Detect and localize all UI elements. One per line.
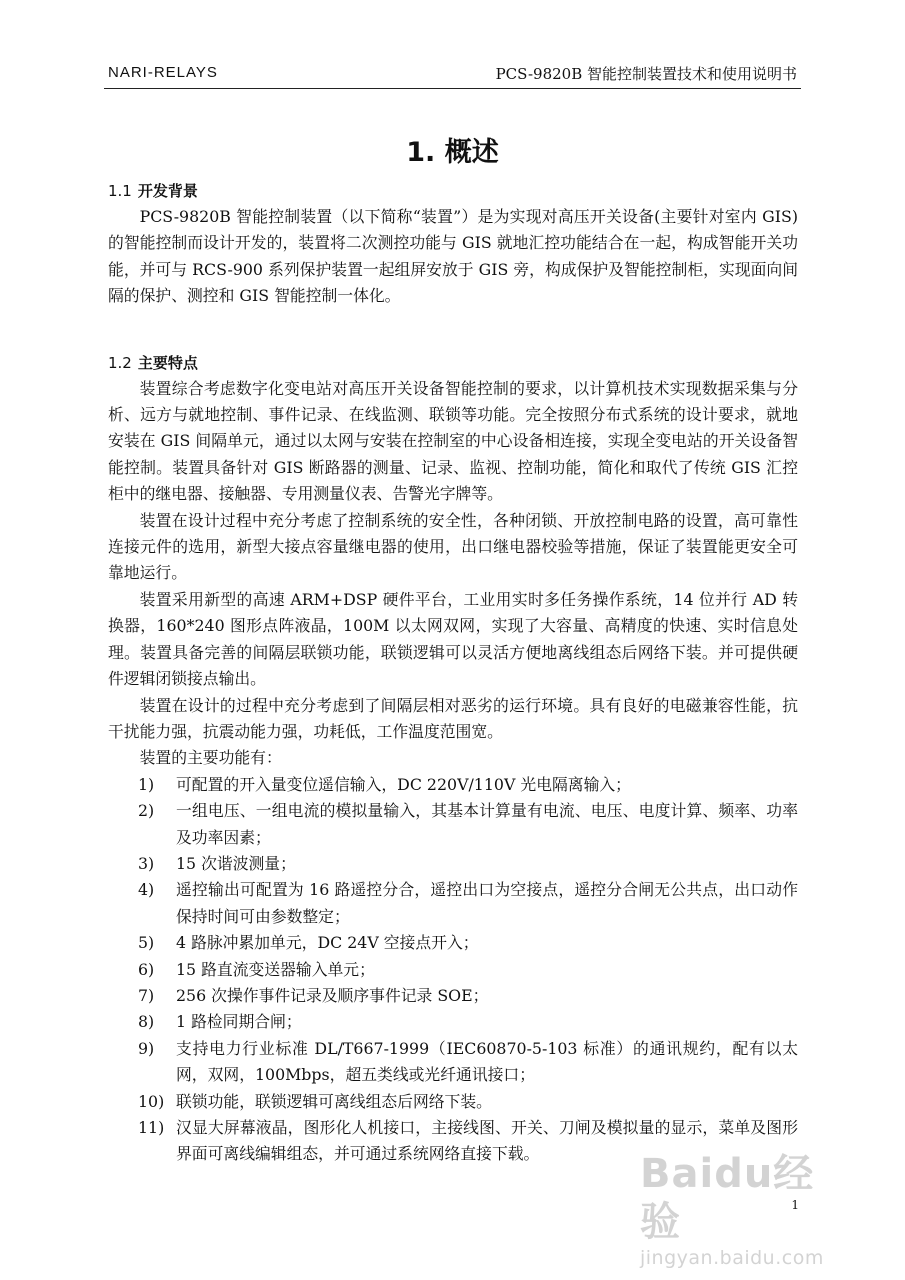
header-divider [104,88,801,89]
list-number: 10) [138,1091,165,1111]
list-item [108,1089,798,1115]
list-text: 15 路直流变送器输入单元； [176,959,375,979]
list-item [108,930,798,956]
list-item [108,1036,798,1089]
baidu-jingyan-watermark [640,1150,840,1270]
section-title: 主要特点 [137,353,198,372]
document-body [108,178,798,1168]
list-text: 一组电压、一组电流的模拟量输入，其基本计算量有电流、电压、电度计算、频率、功率及功率因素； [176,801,798,847]
list-text: 可配置的开入量变位遥信输入，DC 220V/110V 光电隔离输入； [176,774,631,794]
list-number: 7) [138,985,155,1005]
list-item [108,772,798,798]
list-text: 联锁功能，联锁逻辑可离线组态后网络下装。 [176,1091,492,1111]
list-item [108,877,798,930]
paragraph: 装置在设计过程中充分考虑了控制系统的安全性，各种闭锁、开放控制电路的设置，高可靠性连接元件的选用，新型大接点容量继电器的使用，出口继电器校验等措施，保证了装置能更安全可靠地运行。 [108,510,798,583]
list-number: 1) [138,774,155,794]
page-title: 1. 概述 [406,137,499,168]
list-number: 3) [138,853,155,873]
section-number: 1.2 [108,353,132,372]
list-text: 1 路检同期合闸； [176,1012,302,1032]
list-item [108,851,798,877]
list-text: 15 次谐波测量； [176,853,296,873]
list-item [108,1009,798,1035]
list-number: 9) [138,1038,155,1058]
list-intro: 装置的主要功能有： [139,748,282,768]
list-text: 支持电力行业标准 DL/T667-1999（IEC60870-5-103 标准）的通讯规约，配有以太网，双网，100Mbps，超五类线或光纤通讯接口； [176,1038,798,1085]
header-right-doc-title: PCS-9820B 智能控制装置技术和使用说明书 [495,65,797,83]
list-text: 256 次操作事件记录及顺序事件记录 SOE； [176,985,489,1005]
paragraph: 装置综合考虑数字化变电站对高压开关设备智能控制的要求，以计算机技术实现数据采集与分析、远方与就地控制、事件记录、在线监测、联锁等功能。完全按照分布式系统的设计要求，就地安装在 GIS 间隔单元，通过以太网与安装在控制室的中心设备相连接，实现全变电站的开关设备智能控制。装置具备针对 GIS 断路器的测量、记录、监视、控制功能，简化和取代了传统 GIS 汇控柜中的继电器、接触器、专用测量仪表、告警光字牌等。 [108,378,798,504]
section-number: 1.1 [108,182,132,200]
list-text: 遥控输出可配置为 16 路遥控分合，遥控出口为空接点，遥控分合闸无公共点，出口动作保持时间可由参数整定； [176,880,798,926]
list-number: 5) [138,933,155,953]
section-1-1-heading [108,178,798,204]
list-number: 8) [138,1012,155,1032]
paragraph: 装置在设计的过程中充分考虑到了间隔层相对恶劣的运行环境。具有良好的电磁兼容性能，抗干扰能力强，抗震动能力强，功耗低，工作温度范围宽。 [108,695,798,741]
paragraph: PCS-9820B 智能控制装置（以下简称“装置”）是为实现对高压开关设备(主要针对室内 GIS)的智能控制而设计开发的，装置将二次测控功能与 GIS 就地汇控功能结合在一起，构成智能开关功能，并可与 RCS-900 系列保护装置一起组屏安放于 GIS 旁，构成保护及智能控制柜，实现面向间隔的保护、测控和 GIS 智能控制一体化。 [108,207,798,306]
list-item [108,983,798,1009]
section-1-2-heading [108,350,798,376]
paragraph: 装置采用新型的高速 ARM+DSP 硬件平台，工业用实时多任务操作系统，14 位并行 AD 转换器，160*240 图形点阵液晶，100M 以太网双网，实现了大容量、高精度的快速、实时信息处理。装置具备完善的间隔层联锁功能，联锁逻辑可以灵活方便地离线组态后网络下装。并可提供硬件逻辑闭锁接点输出。 [108,589,798,689]
list-number: 4) [138,880,155,900]
list-number: 6) [138,959,155,979]
list-number: 2) [138,801,155,821]
list-item [108,798,798,851]
list-item [108,957,798,983]
feature-list [108,772,798,1168]
list-text: 汉显大屏幕液晶，图形化人机接口，主接线图、开关、刀闸及模拟量的显示，菜单及图形界面可离线编辑组态，并可通过系统网络直接下载。 [176,1118,798,1164]
header-left-brand: NARI-RELAYS [108,64,218,81]
section-title: 开发背景 [137,182,198,200]
watermark-url: jingyan.baidu.com [640,1247,824,1269]
watermark-logo: Baidu经验 [640,1151,815,1245]
list-text: 4 路脉冲累加单元，DC 24V 空接点开入； [176,933,479,953]
page-number: 1 [791,1198,799,1212]
list-number: 11) [138,1118,165,1137]
